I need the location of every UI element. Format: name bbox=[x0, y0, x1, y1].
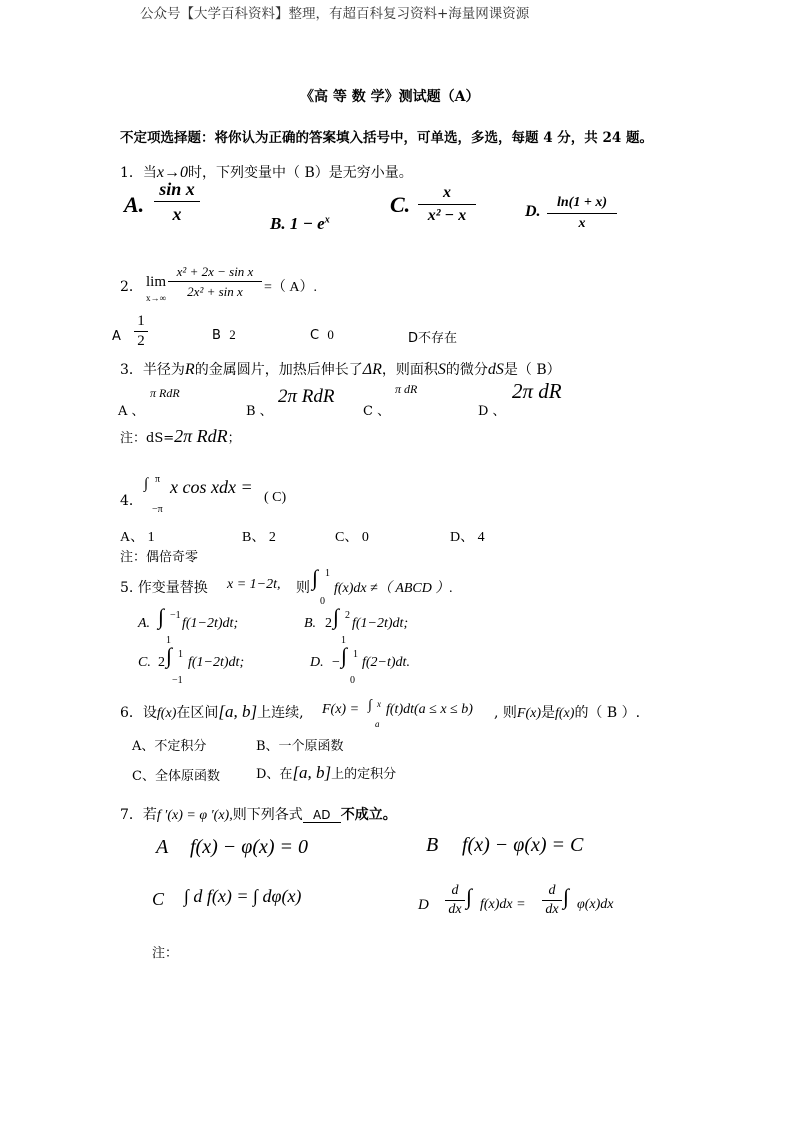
q4-answer: ( C) bbox=[264, 490, 287, 505]
q6-lower-limit: a bbox=[375, 719, 380, 729]
q5-option-c-int: ∫ bbox=[166, 643, 173, 668]
q5-option-d-expr: f(2−t)dt. bbox=[362, 655, 410, 670]
q7-option-d-frac1: d dx bbox=[445, 884, 465, 917]
q6-option-c: C、全体原函数 bbox=[132, 769, 220, 784]
q5-option-b-upper: 2 bbox=[345, 610, 350, 621]
q3-option-a-expr: π RdR bbox=[150, 386, 180, 400]
q7-option-b-expr: f(x) − φ(x) = C bbox=[462, 834, 584, 856]
q5-stem-text: 5. 作变量替换 bbox=[120, 580, 208, 596]
q5-option-b-label: B. bbox=[304, 616, 317, 631]
q6-option-a: A、不定积分 bbox=[132, 739, 207, 754]
q3-option-b-label: B 、 bbox=[246, 404, 273, 419]
q5-option-c-label: C. bbox=[138, 655, 151, 670]
q1-option-d-label: D. bbox=[525, 203, 541, 220]
q1-option-c-label: C. bbox=[390, 192, 411, 217]
q6-Fx: F(x) = bbox=[322, 702, 360, 717]
q7-note: 注： bbox=[152, 946, 179, 961]
q5-option-b-lower: 1 bbox=[341, 635, 346, 646]
q5-option-b-coef: 2 bbox=[325, 616, 332, 631]
q5-option-c-lower: −1 bbox=[172, 675, 183, 686]
q2-option-c: C 0 bbox=[310, 327, 334, 343]
q6-integral-sign: ∫ bbox=[368, 698, 372, 713]
q2-option-d: D不存在 bbox=[408, 331, 458, 346]
q5-option-d-label: D. bbox=[310, 655, 324, 670]
q2-lim: lim bbox=[146, 274, 167, 290]
q7-option-a-expr: f(x) − φ(x) = 0 bbox=[190, 836, 309, 858]
q3-option-d-label: D 、 bbox=[478, 404, 506, 419]
q5-option-d-int: ∫ bbox=[341, 643, 348, 668]
q5-option-d-coef: − bbox=[332, 655, 340, 670]
q5-then: 则 bbox=[296, 580, 310, 596]
q1-option-b: B. $1 - e^x$ bbox=[270, 214, 330, 233]
q6-integrand: f(t)dt(a ≤ x ≤ b) bbox=[386, 702, 473, 717]
q5-option-a-label: A. bbox=[138, 616, 151, 631]
q5-option-a-lower: 1 bbox=[166, 635, 171, 646]
q2-option-b: B 2 bbox=[212, 327, 236, 343]
q6-option-b: B、一个原函数 bbox=[256, 739, 344, 754]
q5-integral-sign: ∫ bbox=[312, 565, 319, 590]
q4-upper-limit: π bbox=[155, 474, 161, 485]
page-title: 《高 等 数 学》测试题（A） bbox=[300, 89, 480, 105]
q6-option-d: D、在[a, b]上的定积分 bbox=[256, 763, 397, 782]
q3-option-c-label: C 、 bbox=[363, 404, 391, 419]
q3-option-a-label: A 、 bbox=[118, 404, 145, 419]
q1-option-d-fraction: ln(1 + x) x bbox=[547, 196, 617, 231]
q7-option-b-label: B bbox=[426, 834, 439, 856]
q3-option-d-expr: 2π dR bbox=[512, 379, 562, 403]
q5-substitution: x = 1−2t, bbox=[227, 577, 281, 592]
q5-integrand: f(x)dx ≠（ ABCD ）. bbox=[334, 581, 453, 596]
q2-lim-sub: x→∞ bbox=[146, 293, 166, 303]
q5-option-b-int: ∫ bbox=[333, 604, 340, 629]
q2-option-a-fraction: 1 2 bbox=[134, 314, 148, 349]
q4-option-b: B、 2 bbox=[242, 530, 276, 545]
q7-option-d-label: D bbox=[418, 897, 429, 913]
q7-option-a-label: A bbox=[156, 836, 169, 858]
q5-option-c-upper: 1 bbox=[178, 649, 183, 660]
q2-fraction: x² + 2x − sin x 2x² + sin x bbox=[168, 265, 262, 298]
q7-option-d-int2: ∫ bbox=[563, 884, 570, 909]
q2-tail: =（ A）. bbox=[264, 280, 318, 295]
q7-option-c-label: C bbox=[152, 889, 165, 909]
q2-option-a-label: A bbox=[112, 329, 121, 344]
q5-option-d-upper: 1 bbox=[353, 649, 358, 660]
q1-option-a-fraction: sin x x bbox=[154, 180, 200, 223]
q5-option-a-expr: f(1−2t)dt; bbox=[182, 616, 239, 631]
q2-number: 2． bbox=[120, 279, 143, 295]
q5-option-b-expr: f(1−2t)dt; bbox=[352, 616, 409, 631]
q5-upper-limit: 1 bbox=[325, 568, 330, 579]
q4-option-d: D、 4 bbox=[450, 530, 485, 545]
q7-option-d-mid: f(x)dx = bbox=[480, 897, 526, 912]
q1-option-c-fraction: x x² − x bbox=[418, 185, 476, 224]
q4-integral-sign: ∫ bbox=[144, 476, 149, 492]
q4-option-c: C、 0 bbox=[335, 530, 369, 545]
q3-note: 注：dS=2π RdR； bbox=[120, 426, 241, 446]
q4-integrand: x cos xdx = bbox=[170, 477, 253, 497]
q7-option-c-expr: ∫ d f(x) = ∫ dφ(x) bbox=[184, 886, 302, 906]
q7-option-d-frac2: d dx bbox=[542, 884, 562, 917]
q4-note: 注：偶倍奇零 bbox=[120, 550, 199, 565]
q4-option-a: A、 1 bbox=[120, 530, 155, 545]
q5-option-d-lower: 0 bbox=[350, 675, 355, 686]
q7-option-d-int1: ∫ bbox=[466, 884, 473, 909]
q6-upper-limit: x bbox=[377, 699, 381, 709]
q3-stem: 3．半径为R的金属圆片，加热后伸长了ΔR，则面积S的微分dS是（ B） bbox=[120, 361, 561, 378]
q6-stem-tail: , 则F(x)是f(x)的（ B ）. bbox=[494, 705, 641, 721]
q5-option-a-upper: −1 bbox=[170, 610, 181, 621]
q5-option-c-coef: 2 bbox=[158, 655, 165, 670]
q1-stem: 1．当x→0时，下列变量中（ B）是无穷小量。 bbox=[120, 164, 413, 181]
header-banner: 公众号【大学百科资料】整理，有超百科复习资料+海量网课资源 bbox=[140, 6, 530, 22]
q3-option-b-expr: 2π RdR bbox=[278, 386, 335, 407]
q4-number: 4． bbox=[120, 493, 143, 509]
q4-lower-limit: −π bbox=[152, 504, 163, 515]
q5-lower-limit: 0 bbox=[320, 596, 325, 607]
instruction-text: 不定项选择题：将你认为正确的答案填入括号中，可单选，多选，每题 4 分，共 24 题。 bbox=[120, 130, 653, 146]
q5-option-c-expr: f(1−2t)dt; bbox=[188, 655, 245, 670]
q6-stem: 6．设f(x)在区间[a, b]上连续, bbox=[120, 702, 304, 721]
q7-stem: 7．若f ′(x) = φ ′(x),则下列各式 AD 不成立。 bbox=[120, 807, 397, 823]
q7-option-d-end: φ(x)dx bbox=[577, 897, 614, 912]
q5-option-a-int: ∫ bbox=[158, 604, 165, 629]
q3-option-c-expr: π dR bbox=[395, 382, 418, 396]
q1-option-a-label: A. bbox=[124, 192, 145, 217]
